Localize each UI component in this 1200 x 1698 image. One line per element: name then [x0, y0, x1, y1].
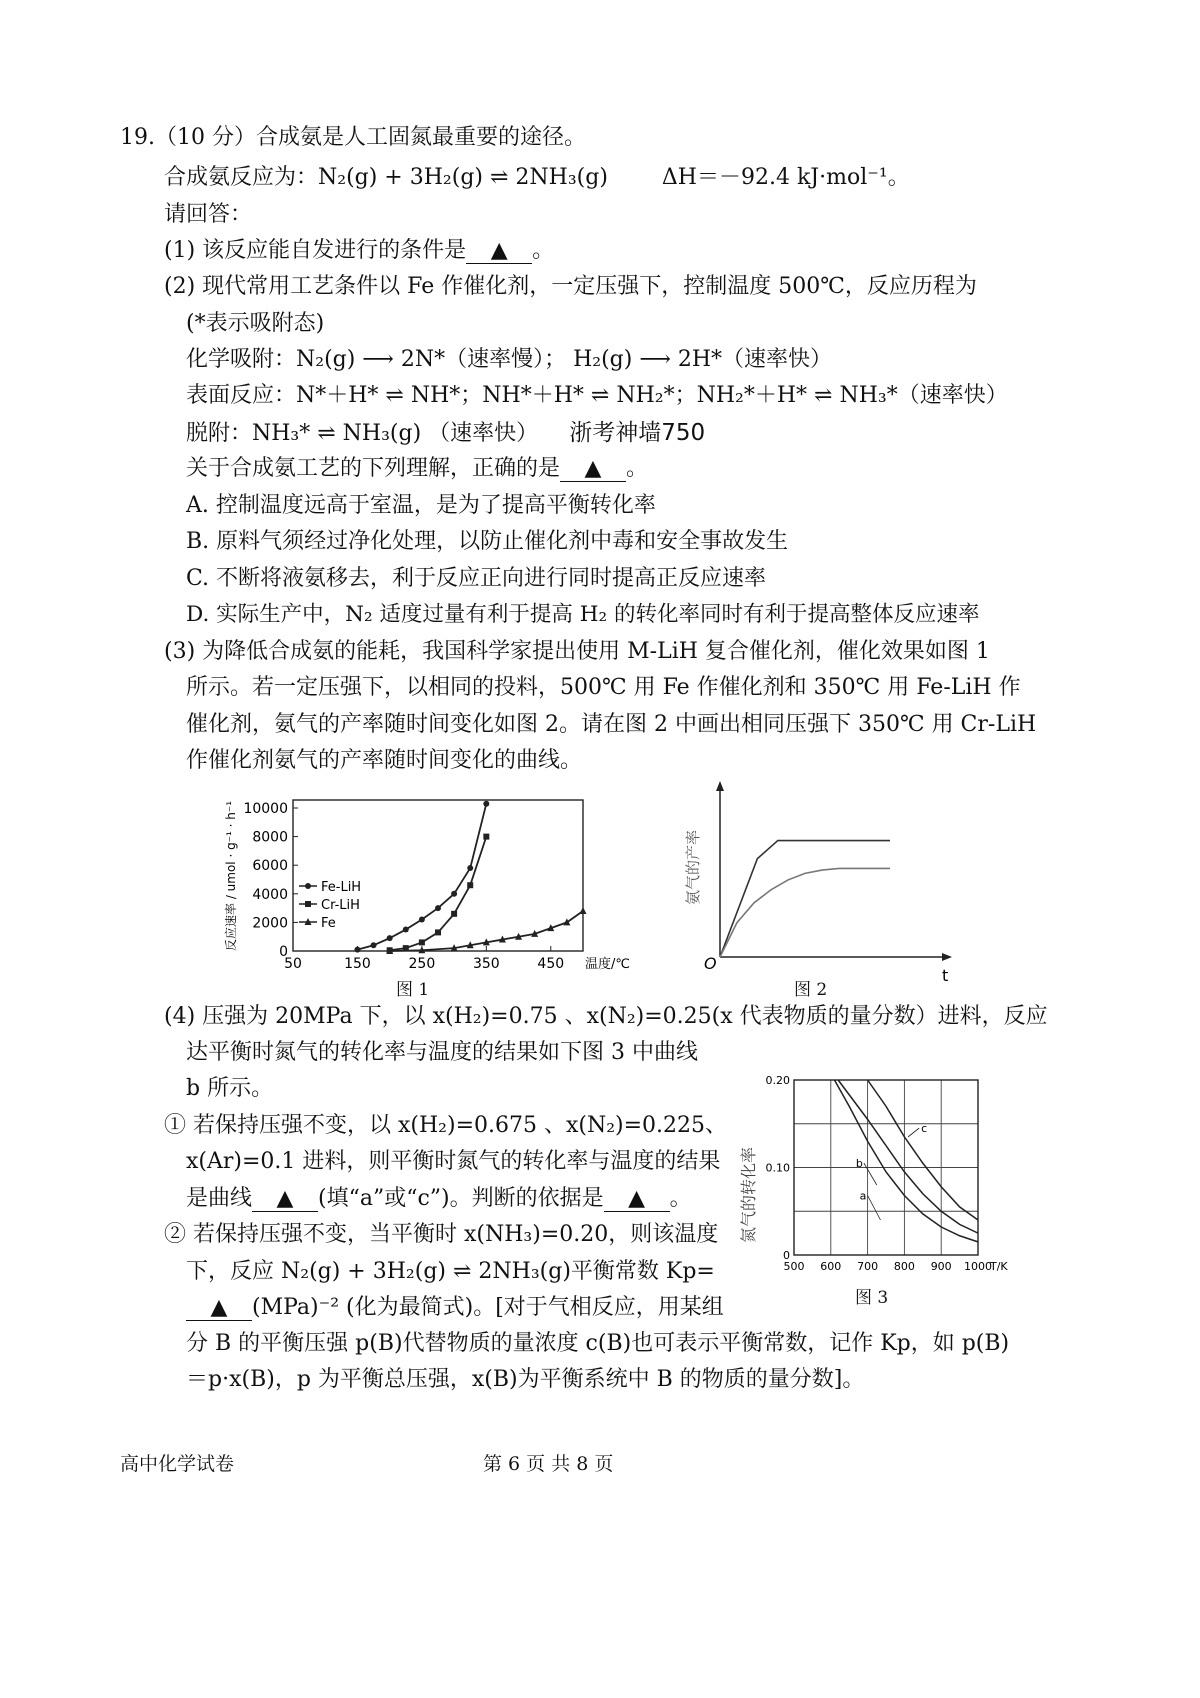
answer-blank[interactable]: ▲ [252, 1187, 318, 1212]
part4-1-line1: ① 若保持压强不变，以 x(H₂)=0.675 、x(N₂)=0.225、 [164, 1113, 728, 1138]
x-tick-label: 1000 [964, 1260, 992, 1273]
legend-label: Cr-LiH [321, 898, 360, 913]
part1 [164, 236, 554, 266]
footer-title: 高中化学试卷 [120, 1453, 235, 1475]
part4-2-line5: ＝p·x(B)，p 为平衡总压强，x(B)为平衡系统中 B 的物质的量分数]。 [186, 1367, 865, 1392]
x-axis-label: t [942, 966, 949, 985]
x-axis-label: 温度/℃ [585, 957, 630, 972]
x-tick-label: 450 [537, 956, 565, 972]
data-point [483, 834, 489, 840]
part2-ask [186, 454, 648, 484]
part4-line1: (4) 压强为 20MPa 下，以 x(H₂)=0.75 、x(N₂)=0.25(x 代表物质的量分数）进料，反应 [164, 1004, 1048, 1029]
series-curve-c [868, 1080, 978, 1220]
watermark: 浙考神墙750 [569, 420, 706, 446]
data-point [435, 929, 441, 935]
x-tick-label: 600 [820, 1260, 842, 1273]
curve-label: a [859, 1189, 867, 1203]
x-axis-arrow [942, 953, 952, 961]
data-point [419, 939, 425, 945]
y-tick-label: 0.10 [765, 1161, 790, 1175]
part4-2-line2: 下，反应 N₂(g) + 3H₂(g) ⇌ 2NH₃(g)平衡常数 Kp= [186, 1259, 715, 1284]
figure2-chart [670, 775, 970, 1005]
figure1-label: 图 1 [396, 980, 430, 1000]
part2-line4: 表面反应：N*＋H* ⇌ NH*；NH*＋H* ⇌ NH₂*；NH₂*＋H* ⇌ NH₃*（速率快） [186, 383, 1008, 408]
data-point [354, 947, 360, 953]
x-tick-label: 350 [472, 956, 500, 972]
data-point [580, 907, 587, 914]
part2-line1: (2) 现代常用工艺条件以 Fe 作催化剂，一定压强下，控制温度 500℃，反应历程为 [164, 274, 977, 299]
part3-line3: 催化剂，氨气的产率随时间变化如图 2。请在图 2 中画出相同压强下 350℃ 用 Cr-LiH [186, 712, 1037, 737]
part1-end: 。 [532, 238, 555, 263]
legend-marker [305, 901, 311, 907]
legend-marker [305, 883, 311, 889]
enthalpy-text: ΔH＝－92.4 kJ·mol⁻¹。 [661, 165, 910, 190]
part4-2-line3 [186, 1293, 724, 1323]
curve-label: c [921, 1122, 928, 1136]
y-tick-label: 8000 [252, 829, 288, 846]
data-point [403, 927, 409, 933]
series-curve-2 [720, 868, 890, 957]
y-axis-label: 氮气的转化率 [739, 1146, 758, 1243]
data-point [387, 935, 393, 941]
data-point [563, 918, 570, 925]
data-point [419, 917, 425, 923]
x-axis-label: T/K [990, 1260, 1008, 1273]
answer-blank[interactable]: ▲ [466, 239, 532, 264]
data-point [451, 891, 457, 897]
data-point [483, 801, 489, 807]
part2-ask-end: 。 [626, 456, 649, 481]
x-tick-label: 250 [408, 956, 436, 972]
y-tick-label: 6000 [252, 858, 288, 875]
x-tick-label: 800 [893, 1260, 915, 1273]
option-c: C. 不断将液氨移去，利于反应正向进行同时提高正反应速率 [186, 566, 767, 591]
part2-line5 [186, 418, 705, 449]
x-tick-label: 50 [284, 956, 302, 972]
part4-1-text-b: (填“a”或“c”)。判断的依据是 [318, 1186, 604, 1211]
data-point [451, 911, 457, 917]
y-axis-arrow [716, 781, 724, 791]
part3-line1: (3) 为降低合成氨的能耗，我国科学家提出使用 M-LiH 复合催化剂，催化效果如图 1 [164, 639, 990, 664]
x-tick-label: 900 [930, 1260, 952, 1273]
part4-1-text-c: 。 [669, 1186, 692, 1211]
y-tick-label: 2000 [252, 915, 288, 932]
plot-frame [293, 800, 583, 951]
figure3-chart [720, 1062, 1020, 1302]
figure2-label: 图 2 [794, 980, 828, 1000]
data-point [467, 865, 473, 871]
y-tick-label: 4000 [252, 886, 288, 903]
answer-blank[interactable]: ▲ [560, 457, 626, 482]
part3-line4: 作催化剂氨气的产率随时间变化的曲线。 [186, 748, 583, 773]
data-point [435, 905, 441, 911]
figure3-label: 图 3 [855, 1288, 889, 1308]
part4-2-line1: ② 若保持压强不变，当平衡时 x(NH₃)=0.20，则该温度 [164, 1222, 719, 1247]
y-tick-label: 10000 [243, 801, 288, 817]
option-a: A. 控制温度远高于室温，是为了提高平衡转化率 [186, 493, 656, 518]
desorption-text: 脱附：NH₃* ⇌ NH₃(g) （速率快） [186, 421, 539, 446]
option-b: B. 原料气须经过净化处理，以防止催化剂中毒和安全事故发生 [186, 529, 789, 554]
part1-text: (1) 该反应能自发进行的条件是 [164, 238, 467, 263]
data-point [371, 942, 377, 948]
curve-label: b [855, 1157, 863, 1171]
part2-line2: (*表示吸附态) [186, 311, 325, 336]
y-tick-label: 0 [783, 1249, 790, 1262]
part4-line3: b 所示。 [186, 1076, 274, 1101]
part4-2-text: (MPa)⁻² (化为最简式)。[对于气相反应，用某组 [252, 1295, 724, 1320]
legend-label: Fe-LiH [321, 880, 362, 895]
y-tick-label: 0.20 [765, 1074, 790, 1087]
part4-2-line4: 分 B 的平衡压强 p(B)代替物质的量浓度 c(B)也可表示平衡常数，记作 Kp，如 p(B) [186, 1331, 1010, 1356]
data-point [467, 882, 473, 888]
part4-1-text-a: 是曲线 [186, 1186, 253, 1211]
part2-ask-text: 关于合成氨工艺的下列理解，正确的是 [186, 456, 561, 481]
question-header: 19.（10 分）合成氨是人工固氮最重要的途径。 [120, 125, 586, 150]
part4-1-line3 [186, 1184, 692, 1214]
y-tick-label: 0 [279, 944, 288, 960]
part4-line2: 达平衡时氮气的转化率与温度的结果如下图 3 中曲线 [186, 1040, 698, 1065]
x-tick-label: 150 [344, 956, 371, 972]
page-number: 第 6 页 共 8 页 [483, 1453, 614, 1475]
y-axis-label: 反应速率 / umol · g⁻¹ · h⁻¹ [224, 800, 238, 951]
x-tick-label: 500 [783, 1260, 805, 1273]
legend-label: Fe [321, 916, 336, 931]
option-d: D. 实际生产中，N₂ 适度过量有利于提高 H₂ 的转化率同时有利于提高整体反应速率 [186, 602, 980, 627]
curve-label-leader [868, 1196, 881, 1221]
part4-1-line2: x(Ar)=0.1 进料，则平衡时氮气的转化率与温度的结果 [186, 1149, 721, 1174]
series-line-Fe-LiH [357, 804, 486, 950]
y-axis-label: 氨气的产率 [684, 829, 702, 905]
curve-label-leader [908, 1128, 919, 1137]
origin-label: O [704, 954, 717, 973]
answer-blank[interactable]: ▲ [186, 1296, 252, 1321]
x-tick-label: 700 [857, 1260, 879, 1273]
answer-blank[interactable]: ▲ [604, 1187, 670, 1212]
series-curve-1 [720, 841, 890, 957]
reaction-text: 合成氨反应为：N₂(g) + 3H₂(g) ⇌ 2NH₃(g) [164, 165, 608, 190]
part2-line3: 化学吸附：N₂(g) ⟶ 2N*（速率慢）； H₂(g) ⟶ 2H*（速率快） [186, 347, 833, 372]
curve-label-leader [864, 1163, 877, 1185]
part3-line2: 所示。若一定压强下，以相同的投料，500℃ 用 Fe 作催化剂和 350℃ 用 Fe-LiH 作 [186, 675, 1021, 700]
reaction-equation [164, 163, 910, 193]
ask-label: 请回答： [164, 202, 253, 227]
